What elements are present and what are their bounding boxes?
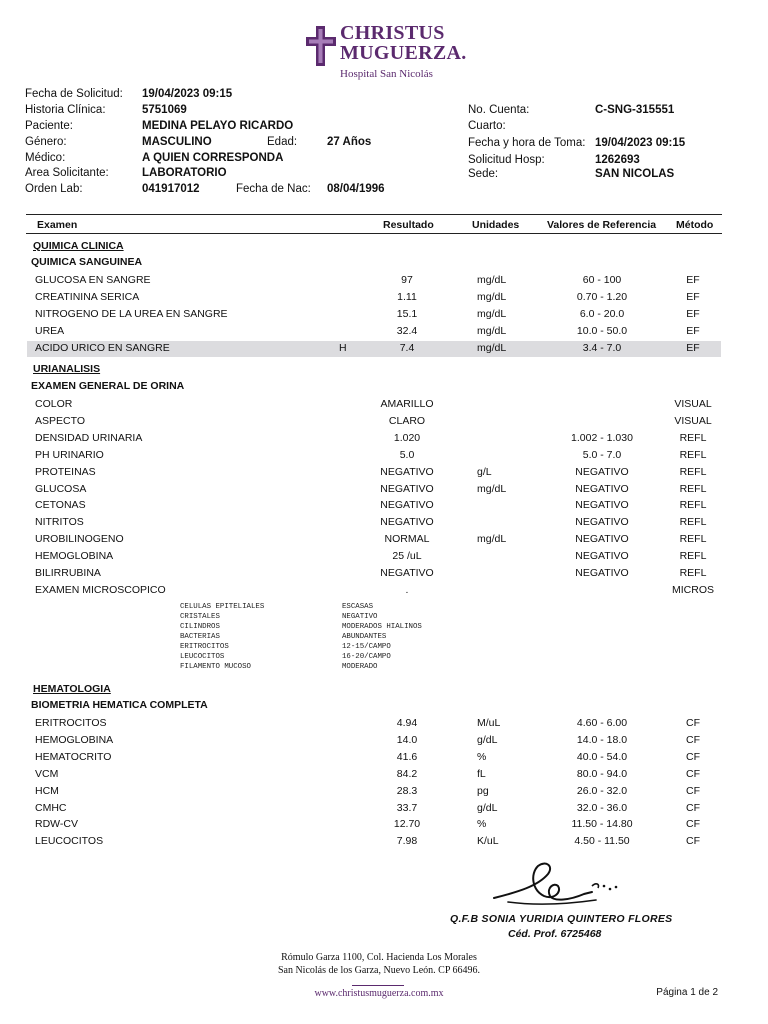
exam-name: PH URINARIO: [35, 448, 104, 461]
result-value: NEGATIVO: [380, 516, 434, 529]
result-value: 1.11: [397, 291, 417, 303]
exam-name: EXAMEN MICROSCOPICO: [35, 583, 166, 596]
method: CF: [686, 801, 700, 814]
result-value: 4.94: [396, 717, 418, 729]
method: EF: [686, 308, 700, 320]
header-unidades: Unidades: [472, 219, 520, 231]
reference-range: 6.0 - 20.0: [579, 308, 625, 320]
table-row: [27, 733, 721, 749]
table-row: [27, 307, 721, 323]
cross-logo-icon: [304, 24, 338, 68]
result-value: 14.0: [396, 733, 418, 746]
solicitud-hosp-label: Solicitud Hosp:: [468, 154, 545, 166]
result-value: 41.6: [396, 750, 418, 763]
signatory-name: Q.F.B SONIA YURIDIA QUINTERO FLORES: [450, 913, 673, 925]
result-unit: M/uL: [477, 717, 501, 729]
method: CF: [686, 733, 700, 746]
table-row: [27, 750, 721, 766]
result-value: NORMAL: [384, 533, 430, 546]
table-row: [27, 465, 721, 481]
table-row: [27, 273, 721, 289]
table-row: [27, 716, 721, 732]
table-row: [27, 834, 721, 850]
method: CF: [686, 784, 700, 797]
fecha-nac-label: Fecha de Nac:: [236, 183, 311, 195]
method: CF: [686, 717, 700, 729]
reference-range: 26.0 - 32.0: [576, 784, 628, 797]
section-title-hematologia: HEMATOLOGIA: [33, 683, 111, 695]
medico-value: A QUIEN CORRESPONDA: [142, 152, 284, 164]
exam-name: COLOR: [35, 398, 73, 410]
result-unit: mg/dL: [477, 482, 507, 495]
method: REFL: [679, 516, 707, 529]
table-row: [27, 566, 721, 582]
method: REFL: [679, 431, 707, 444]
method: CF: [686, 767, 700, 780]
paciente-label: Paciente:: [25, 120, 73, 132]
result-unit: mg/dL: [477, 308, 507, 320]
method: REFL: [679, 465, 707, 478]
page-number: Página 1 de 2: [656, 987, 718, 998]
sede-label: Sede:: [468, 168, 499, 180]
table-row: [27, 498, 721, 514]
result-unit: fL: [477, 767, 486, 780]
method: EF: [686, 291, 700, 303]
result-unit: mg/dL: [477, 274, 507, 286]
exam-name: GLUCOSA EN SANGRE: [35, 274, 151, 286]
exam-name: HEMOGLOBINA: [35, 733, 114, 746]
method: CF: [686, 835, 700, 848]
solicitud-hosp-value: 1262693: [595, 154, 640, 166]
area-value: LABORATORIO: [142, 167, 227, 179]
no-cuenta-value: C-SNG-315551: [595, 104, 675, 116]
no-cuenta-label: No. Cuenta:: [468, 104, 530, 116]
result-value: 1.020: [393, 431, 421, 444]
result-value: 97: [401, 274, 413, 286]
table-row: [27, 817, 721, 833]
fecha-nac-value: 08/04/1996: [327, 183, 385, 195]
area-label: Area Solicitante:: [25, 167, 109, 179]
reference-range: 4.50 - 11.50: [574, 835, 630, 848]
reference-range: 60 - 100: [582, 274, 622, 286]
result-value: 5.0: [399, 448, 415, 461]
method: EF: [686, 342, 700, 354]
header-referencia: Valores de Referencia: [547, 219, 657, 231]
exam-name: VCM: [35, 767, 59, 780]
reference-range: 80.0 - 94.0: [576, 767, 628, 780]
result-value: 25 /uL: [392, 550, 422, 563]
address-line-2: San Nicolás de los Garza, Nuevo León. CP 66496.: [277, 965, 481, 976]
result-value: 7.98: [396, 835, 418, 848]
result-value: 33.7: [396, 801, 418, 814]
result-value: NEGATIVO: [380, 567, 434, 579]
table-row: [27, 397, 721, 413]
footer-divider: [352, 985, 404, 986]
microscopic-values: ESCASAS NEGATIVO MODERADOS HIALINOS ABUNDANTES 12-15/CAMPO 16-20/CAMPO MODERADO: [342, 603, 422, 671]
reference-range: 10.0 - 50.0: [576, 325, 628, 337]
exam-name: CETONAS: [35, 499, 86, 512]
result-unit: mg/dL: [477, 291, 507, 303]
result-unit: mg/dL: [477, 325, 507, 337]
method: REFL: [679, 550, 707, 563]
exam-name: LEUCOCITOS: [35, 835, 104, 848]
result-unit: %: [477, 818, 487, 831]
result-unit: K/uL: [477, 835, 499, 848]
method: CF: [686, 750, 700, 763]
result-value: 84.2: [396, 767, 418, 780]
table-row: [27, 583, 721, 599]
edad-label: Edad:: [267, 136, 298, 148]
exam-name: RDW-CV: [35, 818, 78, 831]
exam-name: ASPECTO: [35, 414, 85, 427]
cuarto-label: Cuarto:: [468, 120, 506, 132]
reference-range: 1.002 - 1.030: [571, 431, 633, 444]
reference-range: 3.4 - 7.0: [582, 342, 622, 354]
result-value: 28.3: [396, 784, 418, 797]
header-resultado: Resultado: [383, 219, 434, 231]
result-unit: mg/dL: [477, 342, 507, 354]
result-value: 12.70: [393, 818, 421, 831]
reference-range: NEGATIVO: [575, 550, 629, 563]
historia-clinica-value: 5751069: [142, 104, 187, 116]
hospital-logo: [300, 18, 470, 84]
result-unit: g/dL: [477, 733, 498, 746]
exam-name: UROBILINOGENO: [35, 533, 124, 546]
exam-name: BILIRRUBINA: [35, 567, 101, 579]
table-row: [27, 801, 721, 817]
address-line-1: Rómulo Garza 1100, Col. Hacienda Los Morales: [281, 952, 477, 963]
paciente-value: MEDINA PELAYO RICARDO: [142, 120, 294, 132]
exam-name: NITRITOS: [35, 516, 84, 529]
result-value: NEGATIVO: [380, 482, 434, 495]
exam-name: ACIDO URICO EN SANGRE: [35, 342, 170, 354]
method: REFL: [679, 567, 707, 579]
table-row: [27, 324, 721, 340]
table-row: [27, 290, 721, 306]
method: EF: [686, 274, 700, 286]
orden-lab-value: 041917012: [142, 183, 200, 195]
genero-value: MASCULINO: [142, 136, 212, 148]
historia-clinica-label: Historia Clínica:: [25, 104, 106, 116]
brand-line-1: CHRISTUS: [340, 22, 445, 44]
website-link[interactable]: www.christusmuguerza.com.mx: [314, 988, 444, 999]
fecha-toma-label: Fecha y hora de Toma:: [468, 137, 586, 149]
section-subtitle-urianalisis: EXAMEN GENERAL DE ORINA: [31, 380, 185, 392]
table-row: [27, 431, 721, 447]
table-row: [27, 532, 721, 548]
method: CF: [686, 818, 700, 831]
reference-range: 0.70 - 1.20: [576, 291, 628, 303]
orden-lab-label: Orden Lab:: [25, 183, 83, 195]
exam-name: NITROGENO DE LA UREA EN SANGRE: [35, 308, 228, 320]
result-value: 7.4: [399, 342, 415, 354]
section-subtitle-hematologia: BIOMETRIA HEMATICA COMPLETA: [31, 699, 208, 711]
section-title-quimica: QUIMICA CLINICA: [33, 240, 124, 252]
medico-label: Médico:: [25, 152, 66, 164]
signature-scribble-icon: [488, 856, 628, 914]
exam-name: ERITROCITOS: [35, 717, 107, 729]
reference-range: 4.60 - 6.00: [576, 717, 628, 729]
reference-range: 14.0 - 18.0: [576, 733, 628, 746]
fecha-toma-value: 19/04/2023 09:15: [595, 137, 686, 149]
result-flag: H: [339, 342, 347, 354]
reference-range: 5.0 - 7.0: [582, 448, 622, 461]
method: VISUAL: [674, 398, 712, 410]
table-row: [27, 515, 721, 531]
table-top-rule: [26, 214, 722, 215]
result-value: .: [405, 583, 409, 596]
result-value: NEGATIVO: [380, 465, 434, 478]
reference-range: 11.50 - 14.80: [571, 818, 633, 831]
fecha-solicitud-label: Fecha de Solicitud:: [25, 88, 123, 100]
reference-range: NEGATIVO: [575, 533, 629, 546]
table-row: [27, 448, 721, 464]
result-value: AMARILLO: [380, 398, 434, 410]
genero-label: Género:: [25, 136, 67, 148]
method: MICROS: [672, 583, 714, 596]
exam-name: HEMATOCRITO: [35, 750, 112, 763]
section-title-urianalisis: URIANALISIS: [33, 363, 101, 375]
reference-range: 40.0 - 54.0: [576, 750, 628, 763]
result-value: NEGATIVO: [380, 499, 434, 512]
method: VISUAL: [674, 414, 712, 427]
header-examen: Examen: [37, 219, 78, 231]
sede-value: SAN NICOLAS: [595, 168, 675, 180]
exam-name: UREA: [35, 325, 65, 337]
exam-name: CREATININA SERICA: [35, 291, 140, 303]
brand-line-2: MUGUERZA.: [340, 42, 467, 64]
brand-subtitle: Hospital San Nicolás: [340, 68, 433, 80]
result-unit: mg/dL: [477, 533, 507, 546]
method: EF: [686, 325, 700, 337]
table-row: [27, 414, 721, 430]
result-unit: g/dL: [477, 801, 498, 814]
exam-name: PROTEINAS: [35, 465, 96, 478]
reference-range: 32.0 - 36.0: [576, 801, 628, 814]
exam-name: CMHC: [35, 801, 67, 814]
reference-range: NEGATIVO: [575, 516, 629, 529]
result-unit: g/L: [477, 465, 492, 478]
result-value: 32.4: [396, 325, 418, 337]
exam-name: HCM: [35, 784, 59, 797]
exam-name: DENSIDAD URINARIA: [35, 431, 143, 444]
fecha-solicitud-value: 19/04/2023 09:15: [142, 88, 233, 100]
table-row: [27, 784, 721, 800]
edad-value: 27 Años: [327, 136, 372, 148]
method: REFL: [679, 499, 707, 512]
signatory-cedula: Céd. Prof. 6725468: [508, 928, 602, 940]
result-value: CLARO: [388, 414, 426, 427]
microscopic-labels: CELULAS EPITELIALES CRISTALES CILINDROS BACTERIAS ERITROCITOS LEUCOCITOS FILAMENTO MUCOSO: [180, 603, 265, 671]
reference-range: NEGATIVO: [575, 482, 629, 495]
table-row: [27, 767, 721, 783]
table-row: [27, 482, 721, 498]
table-header-rule: [26, 233, 722, 234]
reference-range: NEGATIVO: [575, 499, 629, 512]
result-value: 15.1: [396, 308, 418, 320]
exam-name: HEMOGLOBINA: [35, 550, 114, 563]
table-row: [27, 549, 721, 565]
method: REFL: [679, 482, 707, 495]
reference-range: NEGATIVO: [575, 465, 629, 478]
result-unit: %: [477, 750, 487, 763]
method: REFL: [679, 533, 707, 546]
table-row: [27, 341, 721, 357]
header-metodo: Método: [676, 219, 714, 231]
exam-name: GLUCOSA: [35, 482, 87, 495]
result-unit: pg: [477, 784, 489, 797]
method: REFL: [679, 448, 707, 461]
reference-range: NEGATIVO: [575, 567, 629, 579]
section-subtitle-quimica: QUIMICA SANGUINEA: [31, 256, 143, 268]
